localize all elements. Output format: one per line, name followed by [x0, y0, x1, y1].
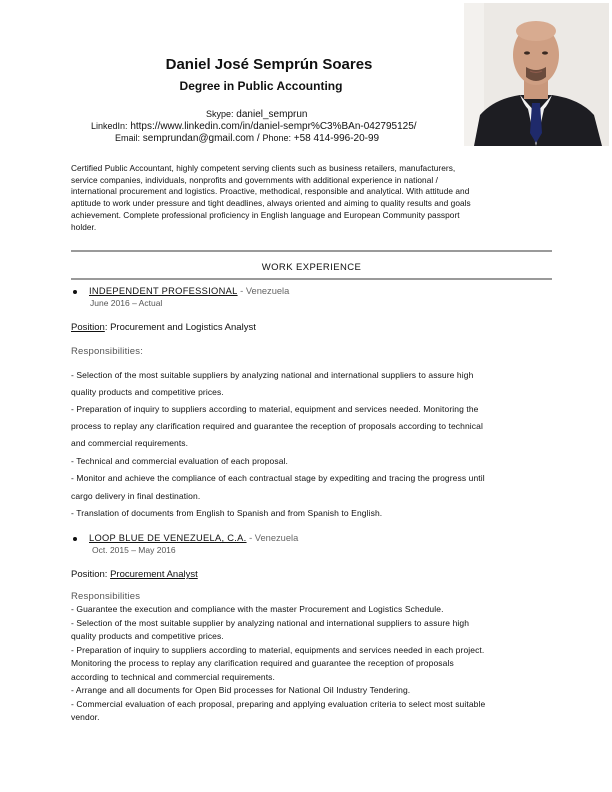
job-company-line	[89, 286, 289, 296]
responsibility-line: - Selection of the most suitable suppliers by analyzing national and international suppliers to assure high	[71, 370, 474, 380]
responsibility-line: - Translation of documents from English to Spanish and from Spanish to English.	[71, 508, 383, 518]
phone-value[interactable]: +58 414-996-20-99	[293, 133, 380, 144]
responsibility-line: cargo delivery in final destination.	[71, 491, 201, 501]
job-period: Oct. 2015 – May 2016	[92, 545, 176, 555]
responsibility-line: - Selection of the most suitable supplier by analyzing national and international suppliers to assure high	[71, 618, 470, 628]
responsibility-line: - Monitor and achieve the compliance of each contractual stage by expediting and tracing the progress until	[71, 473, 485, 483]
position-label: Position:	[71, 569, 108, 580]
responsibility-line: vendor.	[71, 712, 100, 722]
responsibility-line: quality products and competitive prices.	[71, 387, 224, 397]
degree-title: Degree in Public Accounting	[179, 79, 343, 93]
position-value: Procurement Analyst	[110, 569, 198, 580]
job-period: June 2016 – Actual	[90, 298, 163, 308]
summary-line: holder.	[71, 221, 97, 232]
company-name: INDEPENDENT PROFESSIONAL	[89, 286, 238, 296]
summary-line: international procurement and logistics. Proactive, methodical, responsible and analytical. With attitude and	[71, 186, 470, 197]
responsibility-line: Monitoring the process to replay any clarification required and guarantee the reception of proposals	[71, 658, 454, 668]
responsibility-line: process to replay any clarification required and guarantee the reception of proposals according to technical	[71, 421, 483, 431]
email-label: Email:	[115, 133, 141, 143]
contact-separator: /	[256, 133, 260, 144]
profile-photo	[464, 3, 609, 146]
phone-label: Phone:	[262, 133, 291, 143]
position-label: Position	[71, 322, 105, 333]
linkedin-link[interactable]: https://www.linkedin.com/in/daniel-sempr%C3%BAn-042795125/	[130, 121, 417, 132]
responsibility-line: - Guarantee the execution and compliance with the master Procurement and Logistics Schedule.	[71, 604, 444, 614]
responsibility-line: according to technical and commercial requirements.	[71, 672, 275, 682]
summary-line: achievement. Complete professional proficiency in English language and European Community passport	[71, 209, 460, 220]
candidate-name: Daniel José Semprún Soares	[165, 56, 373, 73]
skype-value[interactable]: daniel_semprun	[236, 109, 308, 120]
summary-line: Certified Public Accountant, highly competent serving clients such as business retailers, manufacturers,	[71, 163, 456, 173]
responsibilities-label: Responsibilities:	[71, 346, 144, 357]
responsibility-line: quality products and competitive prices.	[71, 631, 224, 641]
responsibilities-label: Responsibilities	[71, 591, 141, 602]
job-position	[71, 569, 198, 580]
section-divider-bottom	[71, 278, 552, 280]
email-phone-contact	[115, 133, 379, 144]
responsibility-line: - Technical and commercial evaluation of each proposal.	[71, 456, 289, 466]
section-divider-top	[71, 250, 552, 252]
bullet-icon	[73, 290, 77, 294]
email-link[interactable]: semprundan@gmail.com	[142, 133, 255, 144]
summary-line: aptitude to work under pressure and tight deadlines, always oriented and aiming to quality results and goals	[71, 198, 471, 209]
company-name: LOOP BLUE DE VENEZUELA, C.A.	[89, 533, 247, 543]
responsibility-line: - Preparation of inquiry to suppliers according to material, equipments and services needed in each project.	[71, 645, 485, 655]
responsibility-line: and commercial requirements.	[71, 438, 189, 448]
position-value: : Procurement and Logistics Analyst	[104, 322, 256, 333]
responsibility-line: - Arrange and all documents for Open Bid processes for National Oil Industry Tendering.	[71, 685, 411, 695]
job-company-line	[89, 533, 298, 543]
linkedin-contact	[91, 121, 417, 132]
company-location: - Venezuela	[237, 286, 290, 296]
person-portrait-icon	[464, 3, 609, 146]
section-title: WORK EXPERIENCE	[261, 262, 362, 273]
linkedin-label: LinkedIn:	[91, 121, 128, 131]
summary-line: service companies, individuals, nonprofits and governments with additional experience in national /	[71, 174, 438, 185]
skype-label: Skype:	[206, 109, 234, 119]
company-location: - Venezuela	[246, 533, 299, 543]
job-position	[71, 322, 256, 333]
skype-contact	[206, 109, 307, 120]
responsibility-line: - Preparation of inquiry to suppliers according to material, equipment and services needed. Monitoring the	[71, 404, 479, 414]
professional-summary	[71, 163, 552, 233]
responsibility-line: - Commercial evaluation of each proposal, preparing and applying evaluation criteria to select most suitable	[71, 699, 486, 709]
bullet-icon	[73, 537, 77, 541]
